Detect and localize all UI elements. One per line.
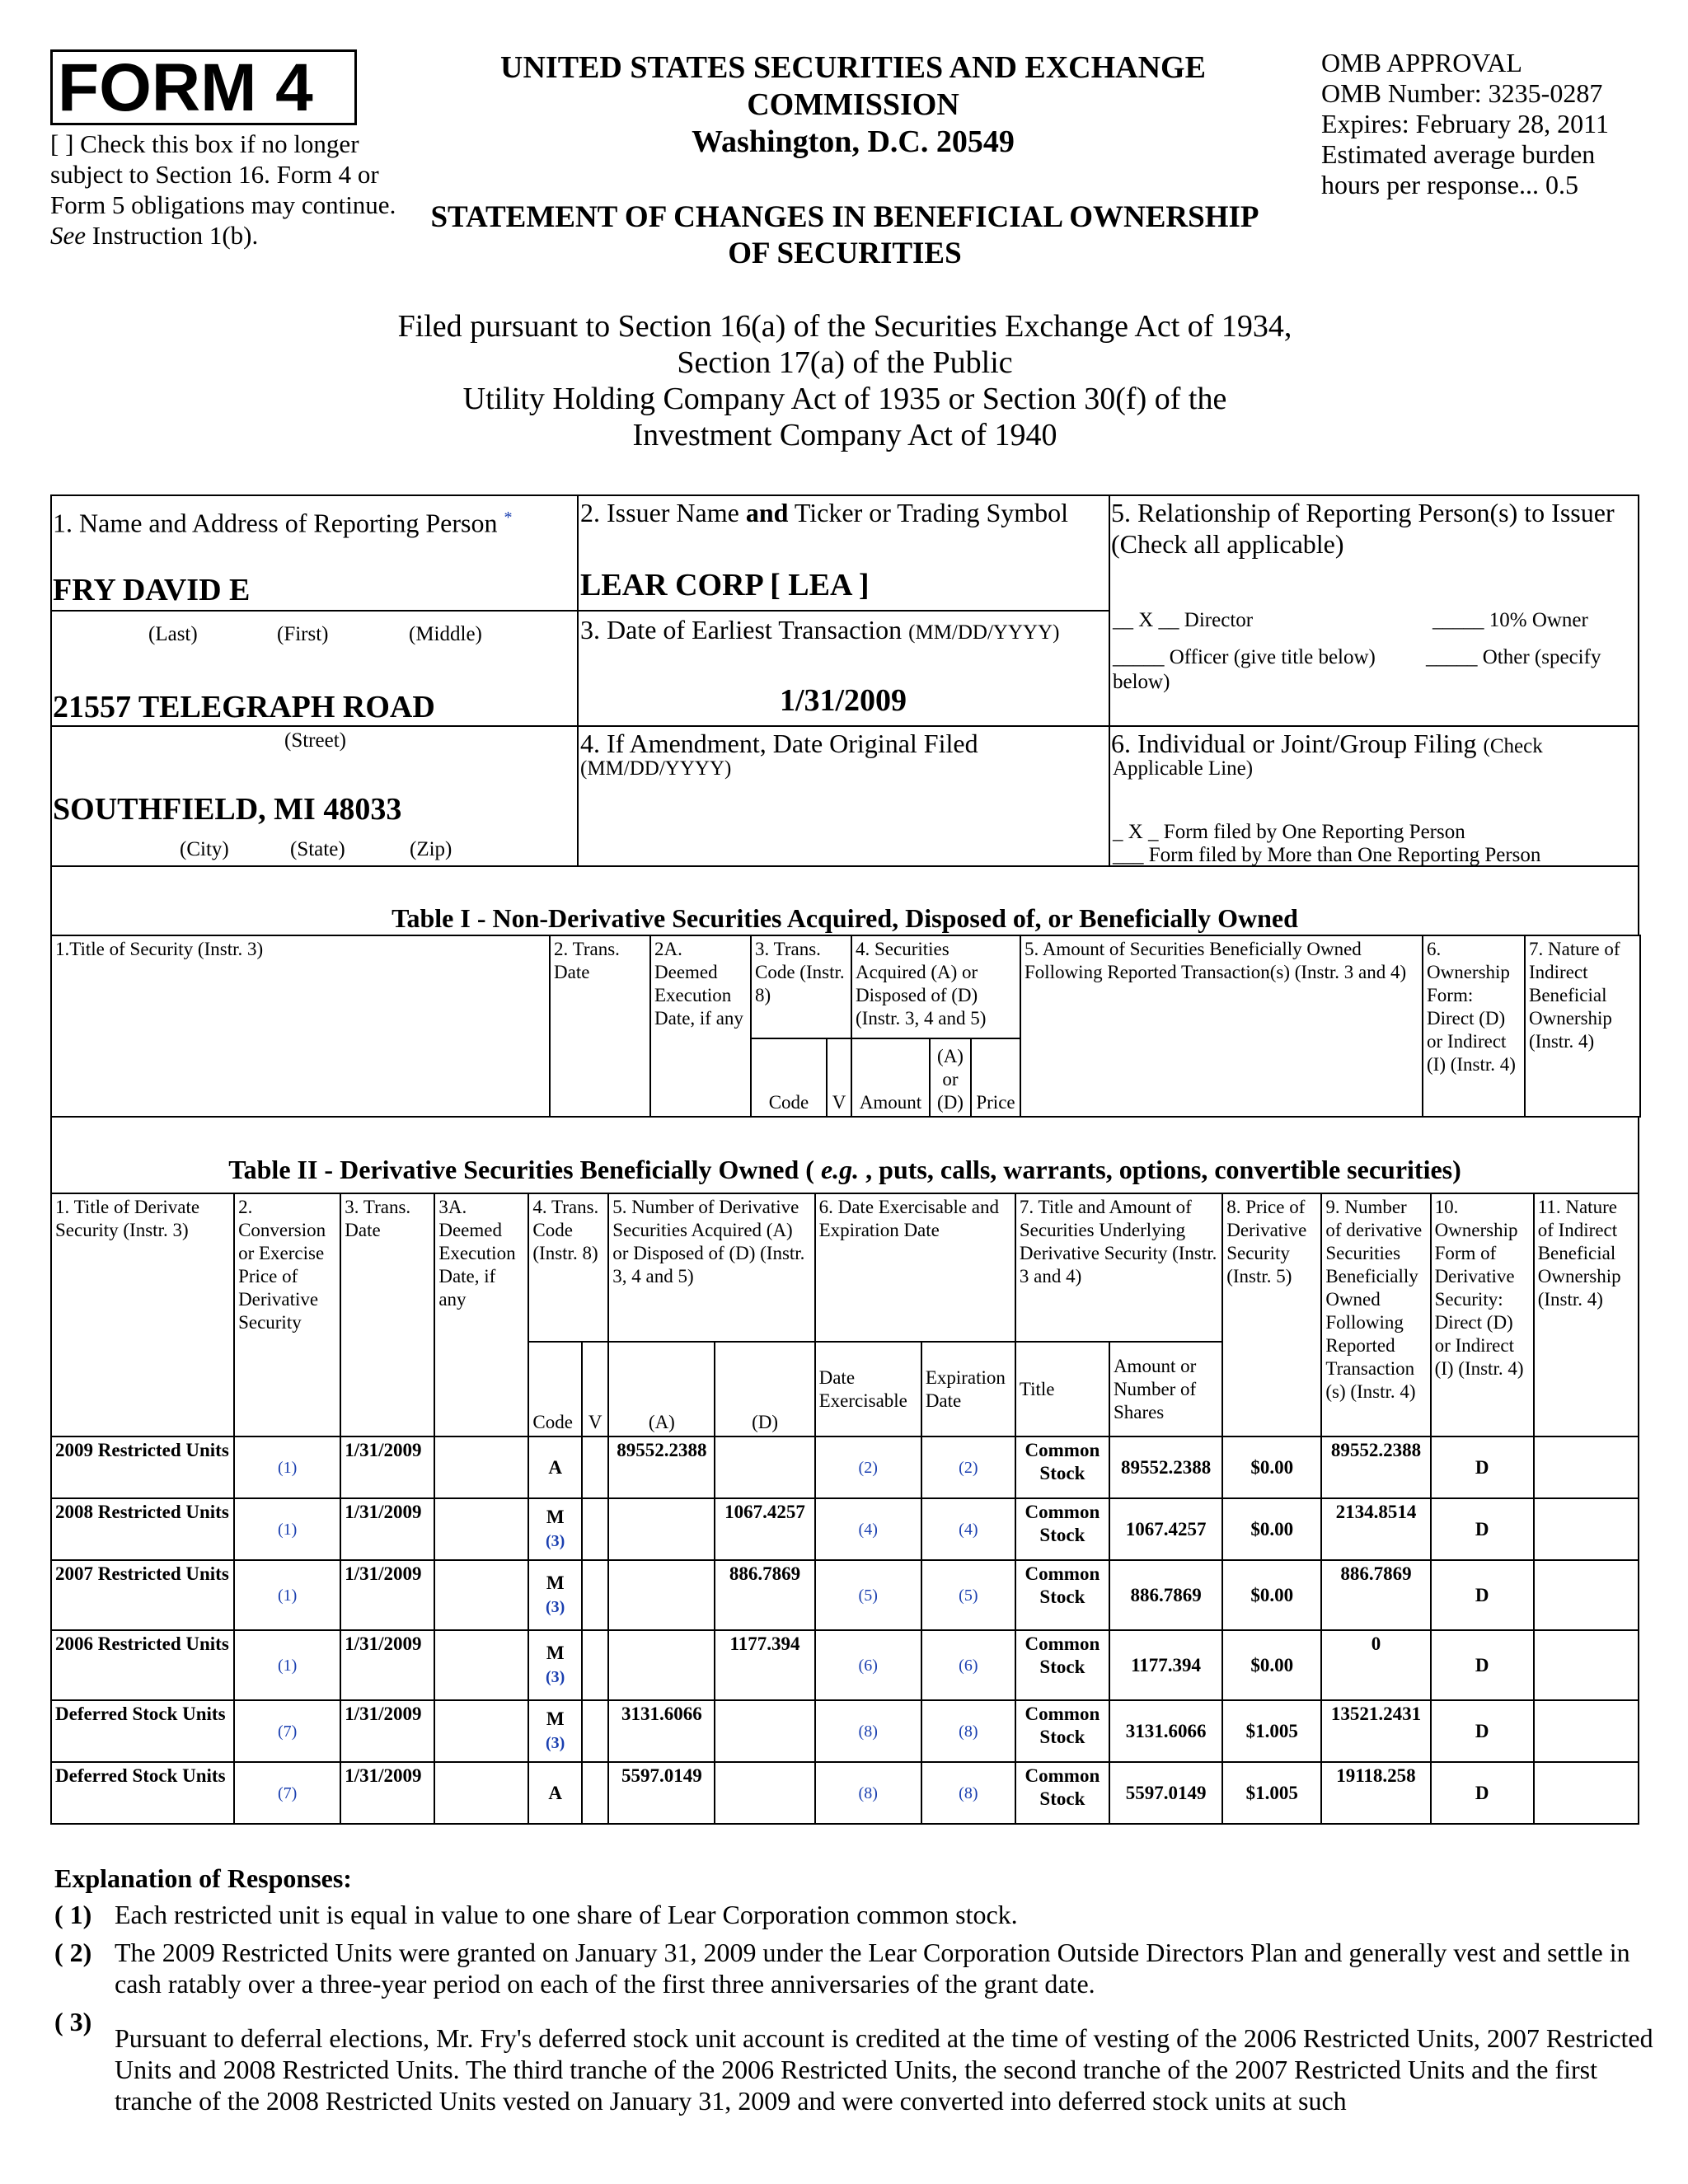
row-trans-date: 1/31/2009 xyxy=(340,1498,434,1560)
row-price: $0.00 xyxy=(1222,1560,1321,1630)
t1-sub-code: Code xyxy=(751,1038,827,1117)
street-address: 21557 TELEGRAPH ROAD xyxy=(53,690,435,724)
row-underlying-title: Common Stock xyxy=(1015,1560,1109,1630)
row-conversion xyxy=(234,1700,340,1762)
row-conversion xyxy=(234,1630,340,1700)
middle-label: (Middle) xyxy=(409,623,482,645)
divider xyxy=(577,610,1109,612)
table-row xyxy=(51,1498,1639,1560)
footnote-ref[interactable]: (8) xyxy=(959,1784,978,1802)
row-nature xyxy=(1534,1560,1639,1630)
row-trans-date: 1/31/2009 xyxy=(340,1700,434,1762)
omb-line-4: Estimated average burden xyxy=(1321,139,1596,169)
row-deemed-date xyxy=(434,1762,528,1824)
row-acquired: 89552.2388 xyxy=(608,1436,715,1498)
omb-line-3: Expires: February 28, 2011 xyxy=(1321,109,1609,138)
row-trans-date: 1/31/2009 xyxy=(340,1560,434,1630)
filed-line-4: Investment Company Act of 1940 xyxy=(632,418,1057,452)
agency-heading xyxy=(412,49,1294,161)
row-conversion xyxy=(234,1560,340,1630)
row-underlying-amount: 886.7869 xyxy=(1109,1560,1222,1630)
row-trans-date: 1/31/2009 xyxy=(340,1436,434,1498)
omb-approval xyxy=(1321,48,1676,200)
rel-other: _____ Other (specify xyxy=(1426,646,1601,668)
row-underlying-amount: 89552.2388 xyxy=(1109,1436,1222,1498)
footnote-number: ( 3) xyxy=(54,2007,92,2036)
t2-col-title: 1. Title of Derivate Security (Instr. 3) xyxy=(51,1193,234,1436)
t1-col-trans-code: 3. Trans. Code (Instr. 8) xyxy=(751,935,851,1038)
row-v xyxy=(582,1762,608,1824)
statement-line-2: OF SECURITIES xyxy=(728,237,962,270)
filed-line-2: Section 17(a) of the Public xyxy=(677,345,1013,380)
row-underlying-title: Common Stock xyxy=(1015,1762,1109,1824)
footnote-ref[interactable]: (1) xyxy=(278,1459,298,1477)
omb-line-5: hours per response... 0.5 xyxy=(1321,170,1578,199)
city-state-zip: SOUTHFIELD, MI 48033 xyxy=(53,792,402,827)
rel-director: __ X __ Director xyxy=(1113,609,1254,631)
footnote-ref[interactable]: (6) xyxy=(858,1657,878,1675)
row-v xyxy=(582,1436,608,1498)
row-nature xyxy=(1534,1700,1639,1762)
t1-col-title: 1.Title of Security (Instr. 3) xyxy=(51,935,550,1117)
footnote-ref[interactable]: (7) xyxy=(278,1784,298,1802)
footnote-ref[interactable]: (1) xyxy=(278,1521,298,1539)
t2-col-price: 8. Price of Derivative Security (Instr. 5) xyxy=(1222,1193,1321,1436)
row-underlying-amount: 1067.4257 xyxy=(1109,1498,1222,1560)
box6-sub: Applicable Line) xyxy=(1113,757,1254,780)
box4-format: (MM/DD/YYYY) xyxy=(580,757,732,780)
filed-pursuant xyxy=(313,308,1376,453)
first-label: (First) xyxy=(277,623,329,645)
t1-col-trans-date: 2. Trans. Date xyxy=(550,935,650,1117)
row-owned: 89552.2388 xyxy=(1321,1436,1430,1498)
row-deemed-date xyxy=(434,1436,528,1498)
issuer-name: LEAR CORP [ LEA ] xyxy=(580,568,870,602)
row-nature xyxy=(1534,1498,1639,1560)
table2-title: Table II - Derivative Securities Beneficially Owned ( e.g. , puts, calls, warrants, options, convertible securities) xyxy=(228,1155,1461,1184)
street-label: (Street) xyxy=(284,729,346,752)
footnote-ref[interactable]: (4) xyxy=(858,1521,878,1539)
row-ownership-form: D xyxy=(1431,1700,1534,1762)
divider xyxy=(50,610,578,612)
check-box-note-see: See xyxy=(50,221,87,250)
row-title: Deferred Stock Units xyxy=(51,1762,234,1824)
row-conversion xyxy=(234,1498,340,1560)
t1-col-ownership-form: 6. Ownership Form: Direct (D) or Indirect (I) (Instr. 4) xyxy=(1423,935,1525,1117)
row-date-exercisable xyxy=(815,1560,921,1630)
t2-sub-code: Code xyxy=(528,1342,582,1436)
t1-col-amount-owned: 5. Amount of Securities Beneficially Owned Following Reported Transaction(s) (Instr. 3 and 4) xyxy=(1020,935,1423,1117)
t2-col-deemed-date: 3A. Deemed Execution Date, if any xyxy=(434,1193,528,1436)
table-row xyxy=(51,1436,1639,1498)
row-deemed-date xyxy=(434,1560,528,1630)
t2-sub-date-exercisable: Date Exercisable xyxy=(815,1342,921,1436)
reporting-person-name: FRY DAVID E xyxy=(53,573,251,607)
row-ownership-form: D xyxy=(1431,1630,1534,1700)
filed-line-1: Filed pursuant to Section 16(a) of the Securities Exchange Act of 1934, xyxy=(397,309,1292,344)
rel-below: below) xyxy=(1113,671,1170,693)
row-title: 2007 Restricted Units xyxy=(51,1560,234,1630)
box6-label: 6. Individual or Joint/Group Filing (Check xyxy=(1111,729,1543,758)
row-nature xyxy=(1534,1630,1639,1700)
explanation-heading: Explanation of Responses: xyxy=(54,1863,352,1893)
row-underlying-title: Common Stock xyxy=(1015,1436,1109,1498)
row-code: M (3) xyxy=(528,1560,582,1630)
footnote-ref[interactable]: (3) xyxy=(546,1598,565,1616)
divider xyxy=(577,725,1639,727)
t1-sub-a-or-d: (A) or (D) xyxy=(930,1038,971,1117)
row-code: M (3) xyxy=(528,1700,582,1762)
row-v xyxy=(582,1498,608,1560)
footnote-ref[interactable]: (4) xyxy=(959,1521,978,1539)
last-label: (Last) xyxy=(148,623,198,645)
row-disposed xyxy=(715,1762,814,1824)
footnote-ref[interactable]: (1) xyxy=(278,1586,298,1605)
table-row xyxy=(51,1700,1639,1762)
footnote-ref[interactable]: (3) xyxy=(546,1532,565,1550)
filing-more-persons: ___ Form filed by More than One Reporting Person xyxy=(1113,844,1541,866)
row-underlying-title: Common Stock xyxy=(1015,1700,1109,1762)
row-disposed: 1067.4257 xyxy=(715,1498,814,1560)
t2-sub-amount: Amount or Number of Shares xyxy=(1109,1342,1222,1436)
row-price: $0.00 xyxy=(1222,1498,1321,1560)
row-disposed xyxy=(715,1700,814,1762)
t1-sub-v: V xyxy=(827,1038,851,1117)
t2-col-trans-code: 4. Trans. Code (Instr. 8) xyxy=(528,1193,608,1342)
table-row xyxy=(51,1762,1639,1824)
table1-title: Table I - Non-Derivative Securities Acquired, Disposed of, or Beneficially Owned xyxy=(392,903,1298,933)
row-acquired: 3131.6066 xyxy=(608,1700,715,1762)
row-trans-date: 1/31/2009 xyxy=(340,1762,434,1824)
row-code: A xyxy=(528,1762,582,1824)
row-ownership-form: D xyxy=(1431,1436,1534,1498)
row-deemed-date xyxy=(434,1498,528,1560)
row-ownership-form: D xyxy=(1431,1560,1534,1630)
rel-10pct-owner: _____ 10% Owner xyxy=(1432,609,1588,631)
row-price: $1.005 xyxy=(1222,1762,1321,1824)
footnote-ref[interactable]: (5) xyxy=(858,1586,878,1605)
row-acquired xyxy=(608,1498,715,1560)
t1-sub-price: Price xyxy=(971,1038,1020,1117)
row-disposed: 1177.394 xyxy=(715,1630,814,1700)
footnote-ref[interactable]: (3) xyxy=(546,1734,565,1752)
row-date-exercisable xyxy=(815,1498,921,1560)
t2-sub-expiration: Expiration Date xyxy=(921,1342,1015,1436)
footnote-ref[interactable]: (7) xyxy=(278,1722,298,1741)
row-nature xyxy=(1534,1436,1639,1498)
box3-label: 3. Date of Earliest Transaction (MM/DD/YYYY) xyxy=(580,615,1060,644)
box5-sub: (Check all applicable) xyxy=(1111,529,1344,559)
divider xyxy=(577,494,579,867)
box2-label: 2. Issuer Name and Ticker or Trading Symbol xyxy=(580,498,1069,527)
row-code: M (3) xyxy=(528,1630,582,1700)
row-underlying-amount: 1177.394 xyxy=(1109,1630,1222,1700)
row-owned: 19118.258 xyxy=(1321,1762,1430,1824)
omb-line-2: OMB Number: 3235-0287 xyxy=(1321,78,1603,108)
table2-title-box xyxy=(50,1117,1639,1193)
t2-col-date-exercisable: 6. Date Exercisable and Expiration Date xyxy=(815,1193,1015,1342)
table-row xyxy=(51,1630,1639,1700)
box1-label: 1. Name and Address of Reporting Person * xyxy=(53,508,513,538)
t2-sub-title: Title xyxy=(1015,1342,1109,1436)
earliest-transaction-date: 1/31/2009 xyxy=(779,683,907,718)
table1-title-box xyxy=(50,865,1639,935)
row-date-exercisable xyxy=(815,1436,921,1498)
t2-col-nature: 11. Nature of Indirect Beneficial Ownership (Instr. 4) xyxy=(1534,1193,1639,1436)
t1-col-nature: 7. Nature of Indirect Beneficial Ownership (Instr. 4) xyxy=(1525,935,1640,1117)
box4-label: 4. If Amendment, Date Original Filed xyxy=(580,729,978,758)
table2 xyxy=(50,1193,1639,1825)
row-trans-date: 1/31/2009 xyxy=(340,1630,434,1700)
check-box-note-text: [ ] Check this box if no longer subject to Section 16. Form 4 or Form 5 obligations may continue. xyxy=(50,129,396,219)
table1 xyxy=(50,935,1641,1118)
footnote-number: ( 2) xyxy=(54,1938,92,1967)
row-underlying-title: Common Stock xyxy=(1015,1498,1109,1560)
t2-col-underlying: 7. Title and Amount of Securities Underlying Derivative Security (Instr. 3 and 4) xyxy=(1015,1193,1222,1342)
divider xyxy=(50,725,578,727)
explanation-section xyxy=(54,1863,1653,2116)
t1-sub-amount: Amount xyxy=(851,1038,930,1117)
row-acquired: 5597.0149 xyxy=(608,1762,715,1824)
footnote-ref[interactable]: (3) xyxy=(546,1668,565,1686)
statement-line-1: STATEMENT OF CHANGES IN BENEFICIAL OWNERSHIP xyxy=(430,200,1259,234)
footnote-ref[interactable]: (8) xyxy=(959,1722,978,1741)
row-ownership-form: D xyxy=(1431,1762,1534,1824)
footnote-text: Pursuant to deferral elections, Mr. Fry's deferred stock unit account is credited at the time of vesting of the 2006 Restricted Units, 2007 Restricted Units and 2008 Restricted Units. The third tranche of the 2006 Restricted Units, the second tranche of the 2007 Restricted Units and the first tranche of the 2008 Restricted Units vested on January 31, 2009 and were converted into deferred stock units at such xyxy=(115,2023,1653,2116)
row-owned: 2134.8514 xyxy=(1321,1498,1430,1560)
footnote-number: ( 1) xyxy=(54,1900,92,1929)
row-v xyxy=(582,1560,608,1630)
divider xyxy=(1109,494,1110,867)
row-code: A xyxy=(528,1436,582,1498)
row-title: 2008 Restricted Units xyxy=(51,1498,234,1560)
agency-line-3: Washington, D.C. 20549 xyxy=(692,124,1015,159)
check-box-note-instr: Instruction 1(b). xyxy=(86,221,259,250)
row-owned: 13521.2431 xyxy=(1321,1700,1430,1762)
footnote-text: The 2009 Restricted Units were granted on January 31, 2009 under the Lear Corporation Outside Directors Plan and generally vest and settle in cash ratably over a three-year period on each of the first three anniversaries of the grant date. xyxy=(115,1938,1630,1999)
row-owned: 886.7869 xyxy=(1321,1560,1430,1630)
row-conversion xyxy=(234,1436,340,1498)
footnote-ref[interactable]: (8) xyxy=(858,1784,878,1802)
row-expiration xyxy=(921,1560,1015,1630)
row-nature xyxy=(1534,1762,1639,1824)
row-expiration xyxy=(921,1498,1015,1560)
agency-line-2: COMMISSION xyxy=(747,87,959,122)
t2-col-owned: 9. Number of derivative Securities Beneficially Owned Following Reported Transaction (s) (Instr. 4) xyxy=(1321,1193,1430,1436)
form-title: FORM 4 xyxy=(50,49,357,125)
footnote-ref[interactable]: (6) xyxy=(959,1657,978,1675)
t2-col-trans-date: 3. Trans. Date xyxy=(340,1193,434,1436)
row-date-exercisable xyxy=(815,1700,921,1762)
footnote-ref[interactable]: (5) xyxy=(959,1586,978,1605)
t2-sub-d: (D) xyxy=(715,1342,814,1436)
filed-line-3: Utility Holding Company Act of 1935 or Section 30(f) of the xyxy=(462,382,1227,416)
check-box-note xyxy=(50,129,396,251)
city-label: (City) xyxy=(180,838,229,860)
row-acquired xyxy=(608,1630,715,1700)
zip-label: (Zip) xyxy=(410,838,452,860)
row-price: $0.00 xyxy=(1222,1630,1321,1700)
row-title: 2006 Restricted Units xyxy=(51,1630,234,1700)
row-acquired xyxy=(608,1560,715,1630)
agency-line-1: UNITED STATES SECURITIES AND EXCHANGE xyxy=(500,50,1206,85)
footnote-ref[interactable]: (2) xyxy=(959,1459,978,1477)
row-underlying-amount: 3131.6066 xyxy=(1109,1700,1222,1762)
row-title: Deferred Stock Units xyxy=(51,1700,234,1762)
row-conversion xyxy=(234,1762,340,1824)
row-v xyxy=(582,1630,608,1700)
row-date-exercisable xyxy=(815,1762,921,1824)
row-date-exercisable xyxy=(815,1630,921,1700)
row-underlying-title: Common Stock xyxy=(1015,1630,1109,1700)
row-deemed-date xyxy=(434,1630,528,1700)
t2-col-ownership-form: 10. Ownership Form of Derivative Security: Direct (D) or Indirect (I) (Instr. 4) xyxy=(1431,1193,1534,1436)
row-v xyxy=(582,1700,608,1762)
state-label: (State) xyxy=(290,838,345,860)
row-price: $0.00 xyxy=(1222,1436,1321,1498)
t2-body xyxy=(51,1436,1639,1824)
row-expiration xyxy=(921,1436,1015,1498)
row-expiration xyxy=(921,1762,1015,1824)
t2-col-conversion: 2. Conversion or Exercise Price of Derivative Security xyxy=(234,1193,340,1436)
t1-col-securities: 4. Securities Acquired (A) or Disposed of (D) (Instr. 3, 4 and 5) xyxy=(851,935,1020,1038)
row-disposed xyxy=(715,1436,814,1498)
row-title: 2009 Restricted Units xyxy=(51,1436,234,1498)
row-owned: 0 xyxy=(1321,1630,1430,1700)
row-deemed-date xyxy=(434,1700,528,1762)
t1-col-deemed-date: 2A. Deemed Execution Date, if any xyxy=(650,935,751,1117)
row-price: $1.005 xyxy=(1222,1700,1321,1762)
t2-col-number: 5. Number of Derivative Securities Acquired (A) or Disposed of (D) (Instr. 3, 4 and 5) xyxy=(608,1193,814,1342)
row-disposed: 886.7869 xyxy=(715,1560,814,1630)
omb-line-1: OMB APPROVAL xyxy=(1321,48,1522,77)
footnote-ref[interactable]: (1) xyxy=(278,1657,298,1675)
row-underlying-amount: 5597.0149 xyxy=(1109,1762,1222,1824)
box5-label: 5. Relationship of Reporting Person(s) to Issuer xyxy=(1111,498,1615,527)
t2-sub-a: (A) xyxy=(608,1342,715,1436)
footnote-ref[interactable]: (8) xyxy=(858,1722,878,1741)
footnote-ref[interactable]: (2) xyxy=(858,1459,878,1477)
filing-one-person: _ X _ Form filed by One Reporting Person xyxy=(1113,821,1465,843)
row-expiration xyxy=(921,1700,1015,1762)
row-expiration xyxy=(921,1630,1015,1700)
rel-officer: _____ Officer (give title below) xyxy=(1113,646,1376,668)
row-ownership-form: D xyxy=(1431,1498,1534,1560)
footnote-text: Each restricted unit is equal in value to one share of Lear Corporation common stock. xyxy=(115,1900,1018,1929)
statement-title xyxy=(346,199,1343,272)
t2-sub-v: V xyxy=(582,1342,608,1436)
row-code: M (3) xyxy=(528,1498,582,1560)
table-row xyxy=(51,1560,1639,1630)
